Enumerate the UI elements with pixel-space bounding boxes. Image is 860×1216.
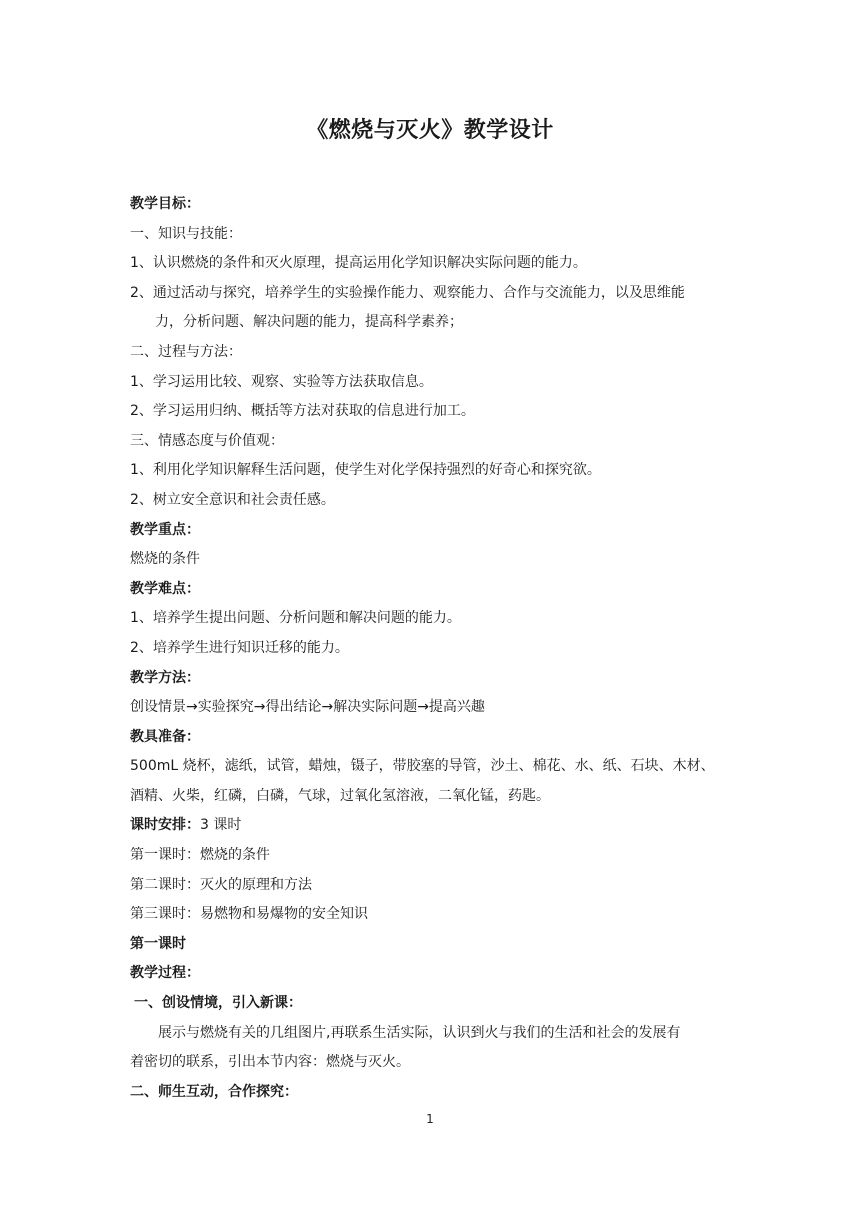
paragraph: 展示与燃烧有关的几组图片,再联系生活实际，认识到火与我们的生活和社会的发展有: [158, 1024, 681, 1041]
list-item: 2、学习运用归纳、概括等方法对获取的信息进行加工。: [130, 403, 475, 420]
list-item: 第二课时：灭火的原理和方法: [130, 876, 312, 893]
schedule-label: 课时安排：: [130, 817, 200, 834]
heading-materials: 教具准备：: [130, 728, 200, 745]
document-body: [130, 190, 732, 1107]
list-item: 1、认识燃烧的条件和灭火原理，提高运用化学知识解决实际问题的能力。: [130, 255, 587, 272]
heading-teaching-goals: 教学目标：: [130, 196, 200, 212]
section-emotion-values: 三、情感态度与价值观：: [130, 432, 284, 449]
section-interaction: 二、师生互动，合作探究：: [130, 1083, 298, 1100]
list-item: 2、树立安全意识和社会责任感。: [130, 491, 335, 508]
list-item: 1、培养学生提出问题、分析问题和解决问题的能力。: [130, 610, 461, 627]
schedule-line: [130, 811, 732, 841]
paragraph: 酒精、火柴，红磷，白磷，气球，过氧化氢溶液，二氧化锰，药匙。: [130, 787, 550, 804]
section-create-situation: 一、创设情境，引入新课：: [134, 995, 302, 1012]
list-item: 2、通过活动与探究，培养学生的实验操作能力、观察能力、合作与交流能力，以及思维能: [130, 284, 685, 301]
heading-first-lesson: 第一课时: [130, 935, 186, 952]
section-knowledge-skills: 一、知识与技能：: [130, 225, 242, 242]
heading-methods: 教学方法：: [130, 669, 200, 686]
paragraph: 500mL 烧杯，滤纸，试管，蜡烛，镊子，带胶塞的导管，沙土、棉花、水、纸、石块、木材、: [130, 758, 715, 775]
list-item: 第一课时：燃烧的条件: [130, 847, 270, 864]
list-item: 2、培养学生进行知识迁移的能力。: [130, 639, 349, 656]
paragraph: 燃烧的条件: [130, 551, 200, 568]
list-item: 1、学习运用比较、观察、实验等方法获取信息。: [130, 373, 433, 390]
paragraph: 着密切的联系，引出本节内容：燃烧与灭火。: [130, 1054, 410, 1071]
list-item: 第三课时：易燃物和易爆物的安全知识: [130, 906, 368, 923]
document-title: 《燃烧与灭火》教学设计: [306, 118, 554, 143]
section-process-method: 二、过程与方法：: [130, 343, 242, 360]
page-number: 1: [426, 1112, 434, 1126]
heading-teaching-process: 教学过程：: [130, 965, 200, 982]
paragraph: 创设情景→实验探究→得出结论→解决实际问题→提高兴趣: [130, 699, 485, 716]
heading-difficulties: 教学难点：: [130, 580, 200, 597]
list-item: 1、利用化学知识解释生活问题，使学生对化学保持强烈的好奇心和探究欲。: [130, 462, 601, 479]
heading-key-points: 教学重点：: [130, 521, 200, 538]
schedule-value: 3 课时: [200, 817, 242, 834]
list-item-continuation: 力，分析问题、解决问题的能力，提高科学素养；: [155, 314, 463, 331]
